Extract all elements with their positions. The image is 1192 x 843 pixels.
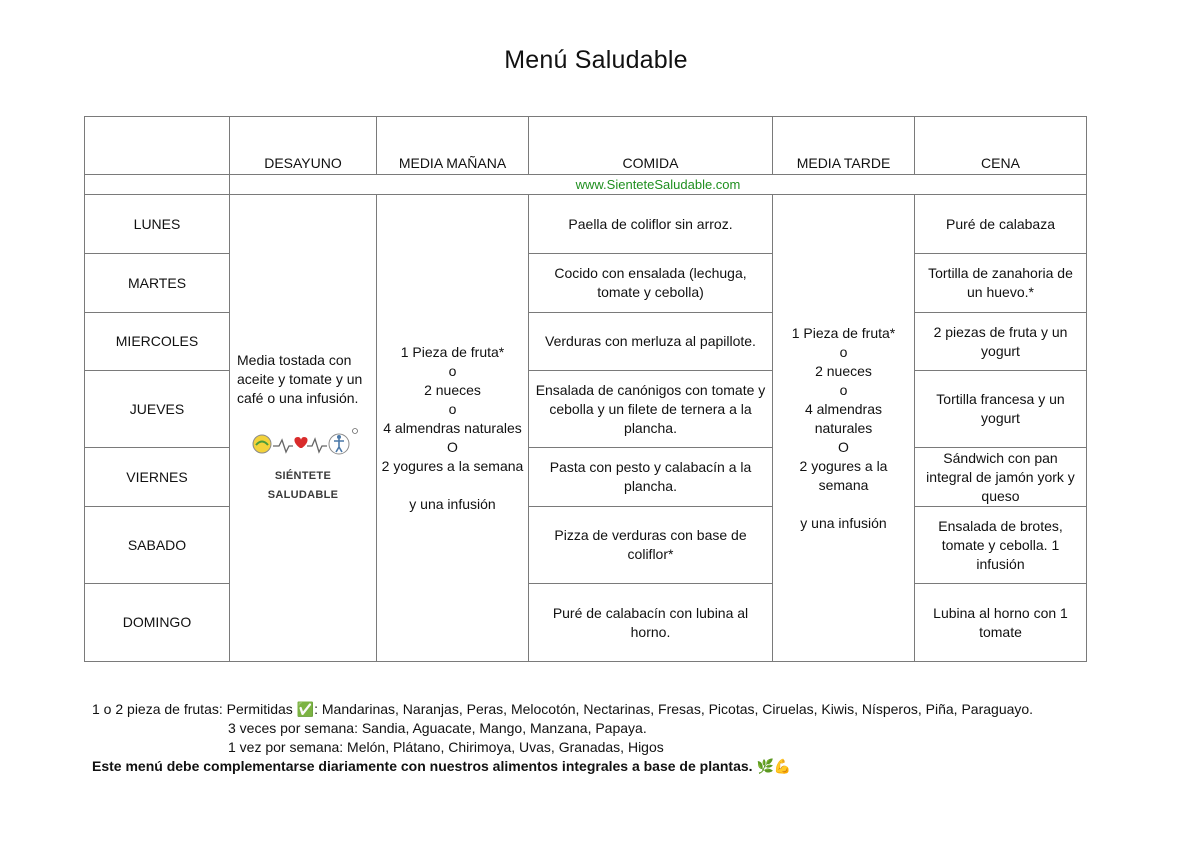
siente-saludable-logo-icon xyxy=(245,426,361,460)
day-label: LUNES xyxy=(85,195,230,254)
footer-three-times-week: 3 veces por semana: Sandia, Aguacate, Mango, Manzana, Papaya. xyxy=(228,720,647,736)
day-label: JUEVES xyxy=(85,371,230,448)
website-link[interactable]: www.SienteteSaludable.com xyxy=(230,175,1087,195)
header-media-tarde: MEDIA TARDE xyxy=(773,117,915,175)
header-empty xyxy=(85,117,230,175)
comida-cell: Ensalada de canónigos con tomate y cebolla y un filete de ternera a la plancha. xyxy=(529,371,773,448)
day-label: VIERNES xyxy=(85,448,230,507)
header-comida: COMIDA xyxy=(529,117,773,175)
website-row xyxy=(85,175,1087,195)
menu-table xyxy=(84,116,1087,662)
header-row xyxy=(85,117,1087,175)
day-label: DOMINGO xyxy=(85,584,230,662)
page-title: Menú Saludable xyxy=(504,46,688,74)
comida-cell: Pizza de verduras con base de coliflor* xyxy=(529,507,773,584)
media-manana-cell: 1 Pieza de fruta* o 2 nueces o 4 almendras naturales O 2 yogures a la semana y una infusión xyxy=(377,195,529,662)
day-label: SABADO xyxy=(85,507,230,584)
cena-cell: Ensalada de brotes, tomate y cebolla. 1 infusión xyxy=(915,507,1087,584)
day-label: MIERCOLES xyxy=(85,313,230,371)
table-row xyxy=(85,195,1087,254)
media-tarde-cell: 1 Pieza de fruta* o 2 nueces o 4 almendras naturales O 2 yogures a la semana y una infusión xyxy=(773,195,915,662)
cena-cell: Tortilla de zanahoria de un huevo.* xyxy=(915,254,1087,313)
footer-complement-note: Este menú debe complementarse diariamente con nuestros alimentos integrales a base de plantas. 🌿💪 xyxy=(92,758,792,774)
cena-cell: Lubina al horno con 1 tomate xyxy=(915,584,1087,662)
footer-notes xyxy=(92,700,1033,776)
comida-cell: Cocido con ensalada (lechuga, tomate y cebolla) xyxy=(529,254,773,313)
desayuno-text: Media tostada con aceite y tomate y un café o una infusión. xyxy=(237,352,363,406)
cena-cell: Sándwich con pan integral de jamón york y queso xyxy=(915,448,1087,507)
header-cena: CENA xyxy=(915,117,1087,175)
footer-fruits-allowed: 1 o 2 pieza de frutas: Permitidas ✅: Mandarinas, Naranjas, Peras, Melocotón, Nectarinas, Fresas, Picotas, Ciruelas, Kiwis, Nísperos, Piña, Paraguayo. xyxy=(92,701,1034,717)
cena-cell: 2 piezas de fruta y un yogurt xyxy=(915,313,1087,371)
website-empty xyxy=(85,175,230,195)
comida-cell: Verduras con merluza al papillote. xyxy=(529,313,773,371)
comida-cell: Paella de coliflor sin arroz. xyxy=(529,195,773,254)
cena-cell: Tortilla francesa y un yogurt xyxy=(915,371,1087,448)
footer-once-week: 1 vez por semana: Melón, Plátano, Chirimoya, Uvas, Granadas, Higos xyxy=(228,739,664,755)
header-media-manana: MEDIA MAÑANA xyxy=(377,117,529,175)
day-label: MARTES xyxy=(85,254,230,313)
comida-cell: Puré de calabacín con lubina al horno. xyxy=(529,584,773,662)
desayuno-cell xyxy=(230,195,377,662)
header-desayuno: DESAYUNO xyxy=(230,117,377,175)
comida-cell: Pasta con pesto y calabacín a la plancha. xyxy=(529,448,773,507)
cena-cell: Puré de calabaza xyxy=(915,195,1087,254)
logo-brand-text: SIÉNTETE SALUDABLE xyxy=(267,470,339,501)
logo xyxy=(245,426,365,505)
